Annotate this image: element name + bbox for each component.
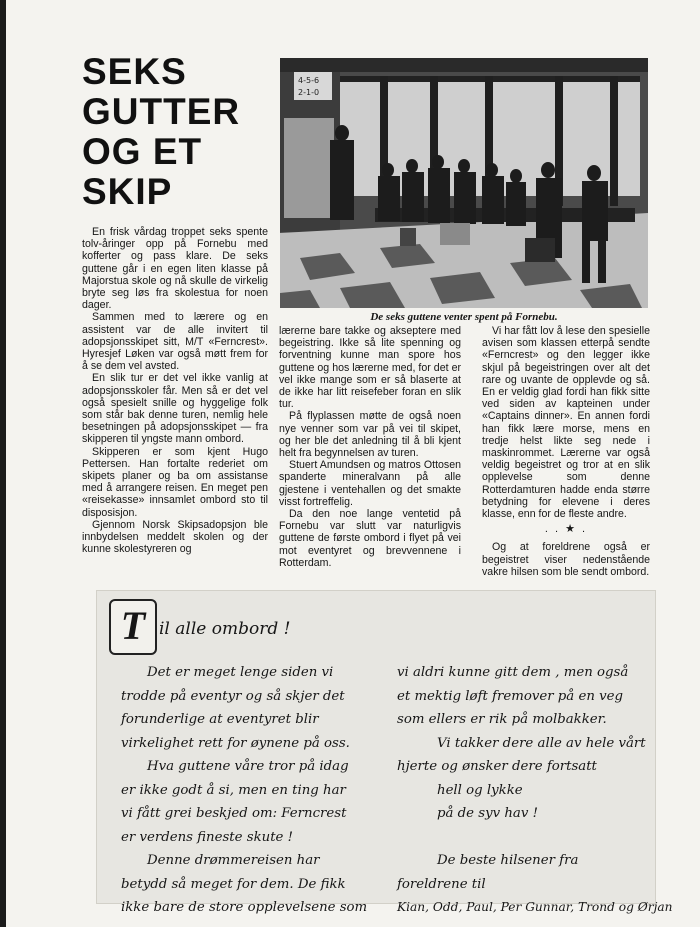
headline xyxy=(82,52,272,212)
letter-line: hell og lykke xyxy=(437,782,523,798)
letter-line: som ellers er rik på molbakker. xyxy=(397,712,607,727)
letter-line: betydd så meget for dem. De fikk xyxy=(121,876,346,892)
letter-line xyxy=(397,826,652,850)
letter-line: foreldrene til xyxy=(397,876,486,892)
paragraph: Da den noe lange ventetid på Fornebu var slutt var naturligvis guttene de første ombord i flyet på vei mot eventyret og brevvennene i Rotterdam. xyxy=(279,508,461,569)
letter-line: vi fått grei beskjed om: Ferncrest xyxy=(121,806,347,821)
paragraph: Gjennom Norsk Skipsadopsjon ble innbydelsen meddelt skolen og der kunne skolestyreren og xyxy=(82,518,268,556)
paragraph: På flyplassen møtte de også noen nye venner som var på vei til skipet, og her ble det anledning til å bli kjent helt fra begynnelsen av turen. xyxy=(279,410,461,460)
letter-line: trodde på eventyr og så skjer det xyxy=(121,688,345,704)
letter-line: Det er meget lenge siden vi xyxy=(147,665,334,680)
letter-line: ikke bare de store opplevelsene som xyxy=(121,900,368,915)
photo-waiting-hall xyxy=(280,58,648,308)
headline-line: SEKS xyxy=(82,51,187,92)
paragraph: Skipperen er som kjent Hugo Pettersen. Han fortalte rederiet om skipets planer og ba om assistanse med å arrangere reisen. En meget pen «reisekasse» innsamlet ombord sto til disposisjon. xyxy=(82,445,268,519)
headline-line: SKIP xyxy=(82,171,173,212)
section-divider: . . ★ . xyxy=(544,523,588,536)
article-column-2 xyxy=(279,325,461,569)
paragraph: Stuert Amundsen og matros Ottosen spanderte mineralvann på alle gjestene i ventehallen og det smakte visst fortreffelig. xyxy=(279,459,461,508)
letter-line: Vi takker dere alle av hele vårt xyxy=(437,735,646,751)
letter-line: virkelighet rett for øynene på oss. xyxy=(121,735,350,751)
paragraph: Og at foreldrene også er begeistret viser nedenstående vakre hilsen som ble sendt ombord. xyxy=(482,541,650,578)
paragraph: Vi har fått lov å lese den spesielle avisen som klassen etterpå sendte «Ferncrest» og den legger ikke skjul på begeistringen over alt det rare og uvante de opplevde og så. En er veldig glad fordi han fikk sitte ved siden av kapteinen under «Captains dinner». En annen fordi han fikk lære morse, mens en tredje helst likte seg nede i maskinrommet. Lærerne var også veldig begeistret og tror at en slik opplevelse som denne Rotterdamturen hadde enda større betydning for elevene i deres klasse, enn for de fleste andre. xyxy=(482,325,650,521)
letter-line: Denne drømmereisen har xyxy=(147,853,320,868)
photo-illustration xyxy=(280,58,648,308)
letter-line: De beste hilsener fra xyxy=(437,853,579,868)
letter-line: er ikke godt å si, men en ting har xyxy=(121,782,346,798)
letter-line: hjerte og ønsker dere fortsatt xyxy=(397,759,597,774)
photo-sign-bottom: 2-1-0 xyxy=(298,88,320,97)
photo-caption: De seks guttene venter spent på Fornebu. xyxy=(370,311,558,323)
paragraph: Sammen med to lærere og en assistent var de alle invitert til adopsjonsskipet sitt, M/T «Ferncrest». Hyresjef Løken var også møtt frem for å se dem vel avsted. xyxy=(82,311,268,373)
headline-line: OG ET xyxy=(82,131,203,172)
letter-line-signature: Kian, Odd, Paul, Per Gunnar, Trond og Ørjan xyxy=(397,900,673,914)
paragraph: En frisk vårdag troppet seks spente tolv-åringer opp på Fornebu med kofferter og pass klare. De seks guttene går i en egen liten klasse på Majorstua skole og nå skulle de virkelig bryte seg løs fra skolestua for noen dager. xyxy=(82,226,268,312)
headline-line: GUTTER xyxy=(82,91,241,132)
letter-line: Hva guttene våre tror på idag xyxy=(147,759,349,774)
article-column-3 xyxy=(482,325,650,578)
decorated-initial: T xyxy=(109,599,157,655)
article-column-1 xyxy=(82,226,268,555)
page-edge xyxy=(0,0,6,927)
letter-line: et mektig løft fremover på en veg xyxy=(397,688,624,704)
paragraph: En slik tur er det vel ikke vanlig at adopsjonsskoler får. Men så er det vel også spesielt snille og hyggelige folk som står bak denne turen, nemlig hele besetningen på adopsjonsskipet — fra skipperen til yngste mann ombord. xyxy=(82,372,268,446)
photo-sign-top: 4-5-6 xyxy=(298,76,320,85)
parents-letter xyxy=(96,590,673,915)
letter-left-column xyxy=(121,661,381,920)
letter-line: er verdens fineste skute ! xyxy=(121,829,293,845)
letter-title: il alle ombord ! xyxy=(159,619,291,639)
letter-right-column xyxy=(397,661,673,920)
letter-line: vi aldri kunne gitt dem , men også xyxy=(397,665,629,680)
paragraph: lærerne bare takke og akseptere med begeistring. Ikke så lite spenning og forventning kunne man spore hos guttene og hos lærerne med, for det er vel ikke mange som er så blaserte at de ikke har litt reisefeber foran en slik tur. xyxy=(279,325,461,411)
letter-line: forunderlige at eventyret blir xyxy=(121,712,319,727)
letter-line: på de syv hav ! xyxy=(437,806,538,821)
